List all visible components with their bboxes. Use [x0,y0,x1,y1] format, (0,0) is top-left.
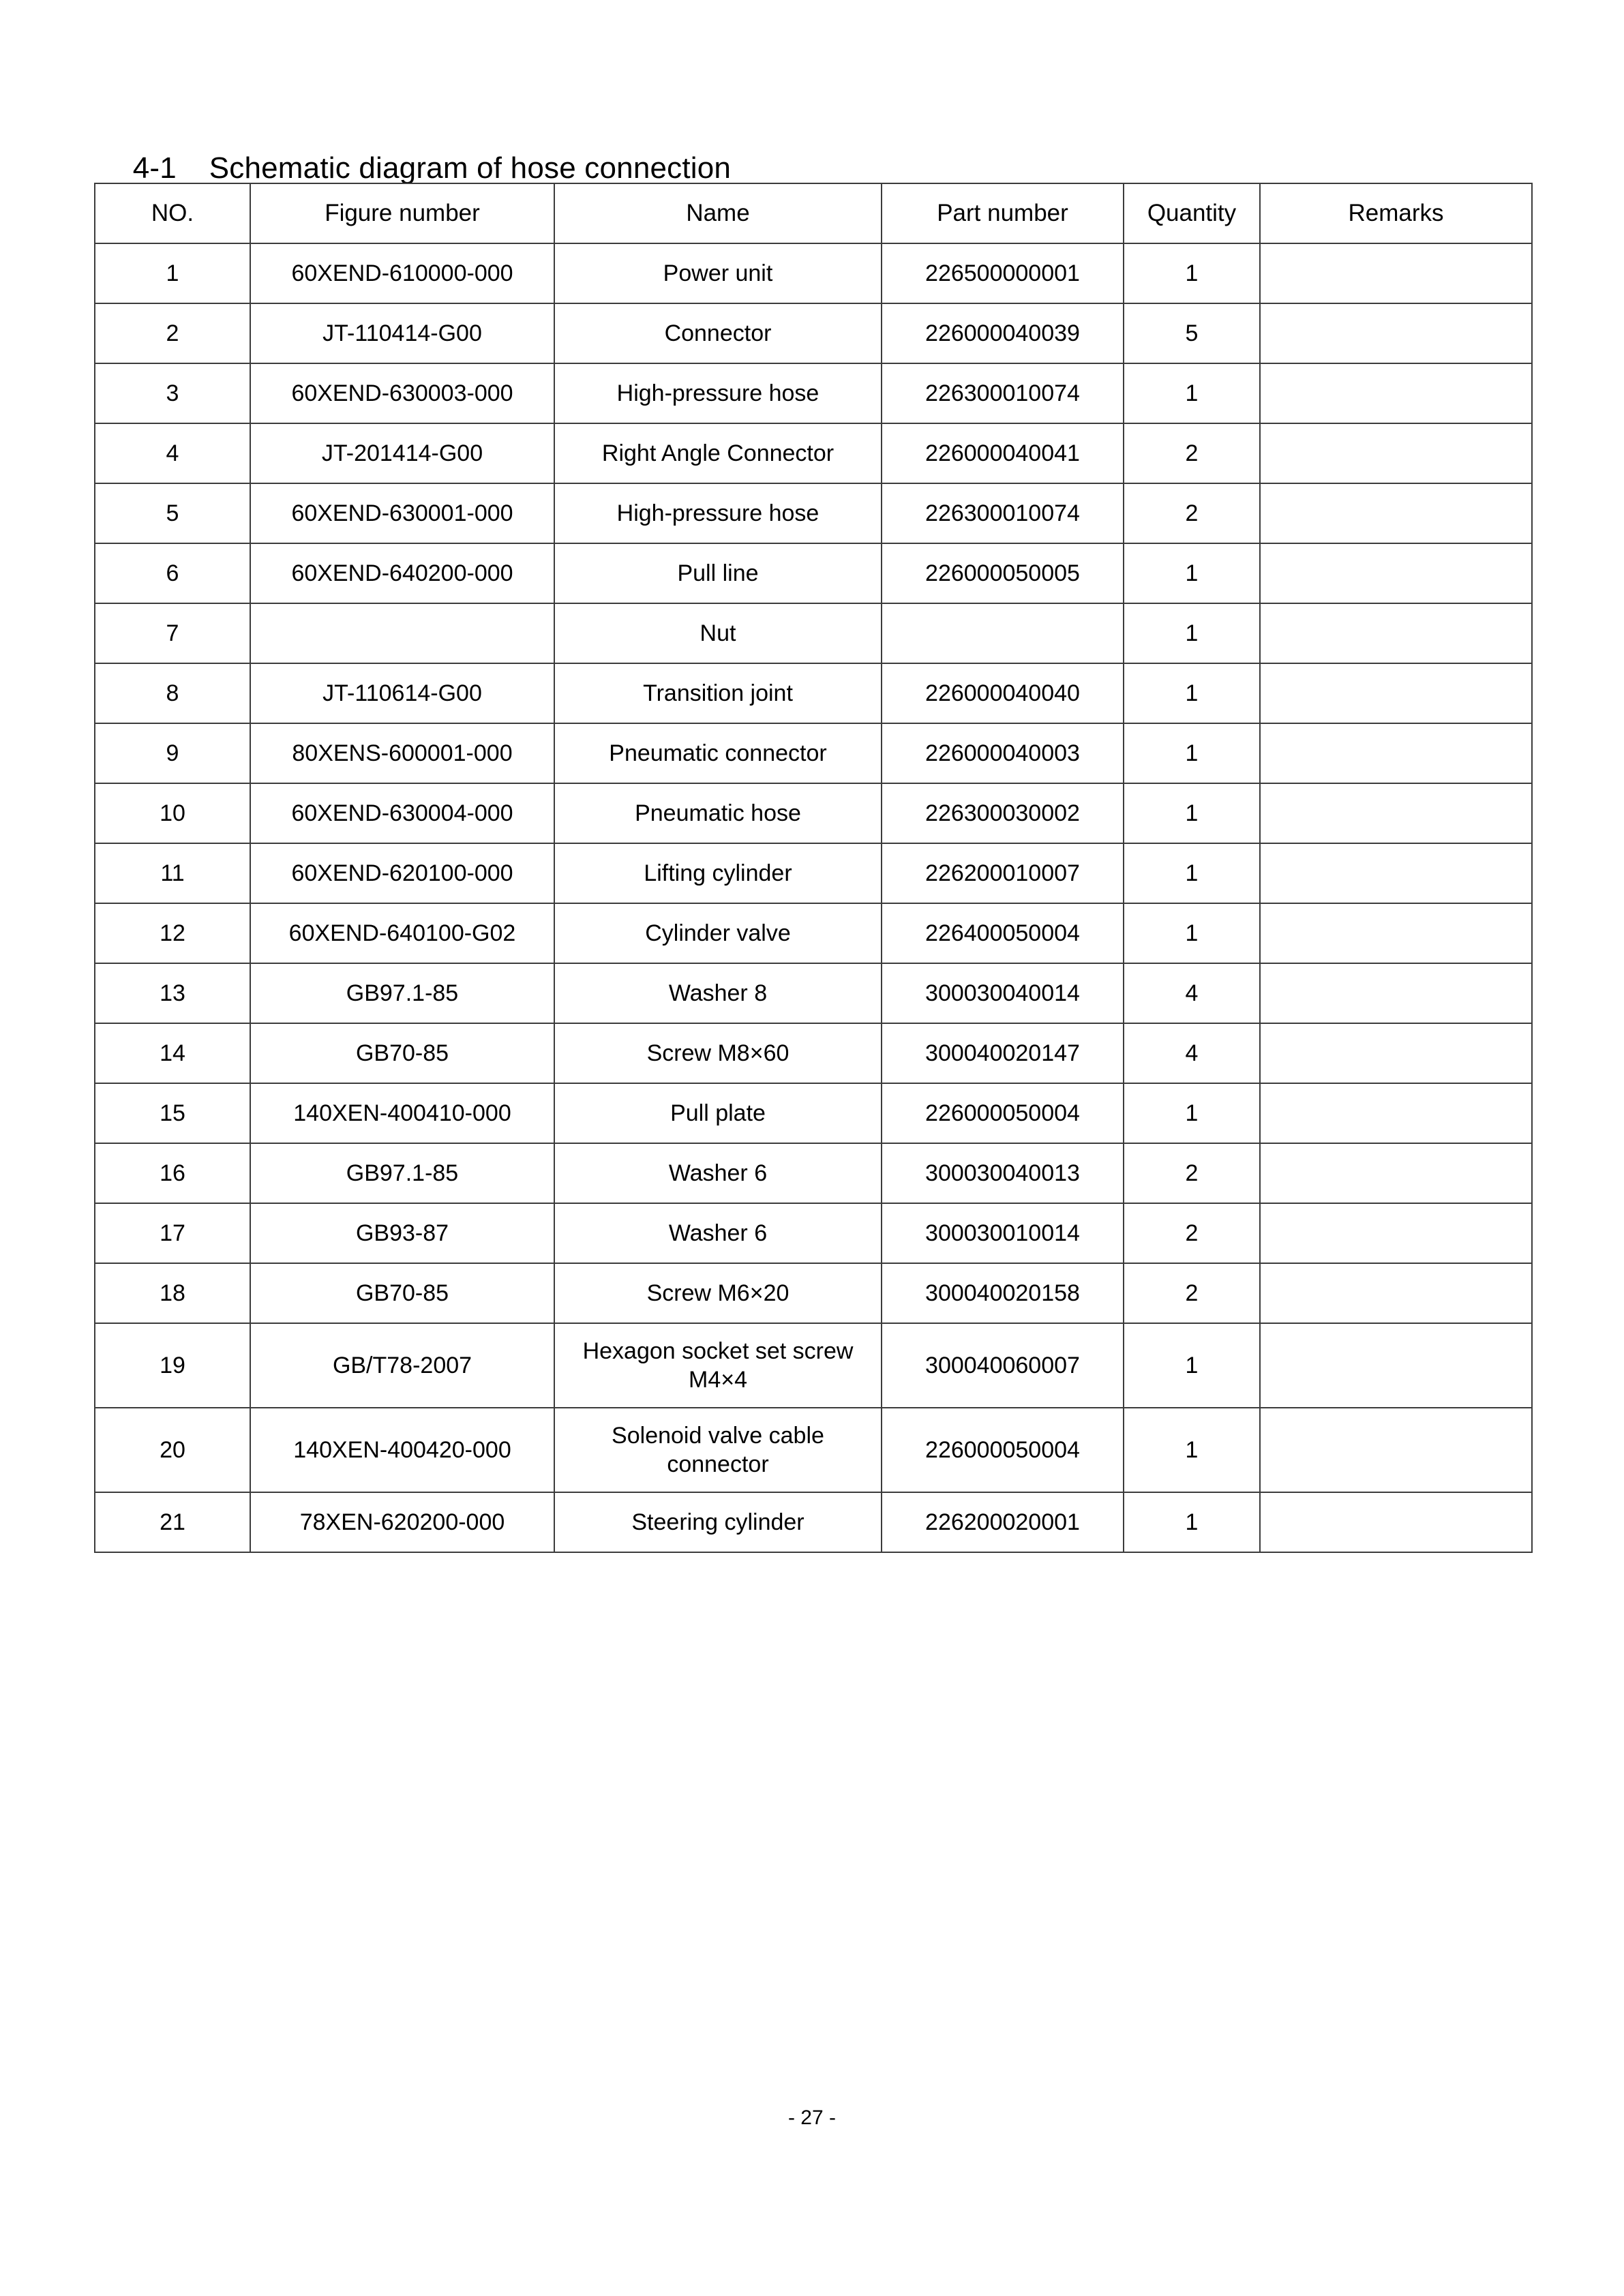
cell-figure-number: 80XENS-600001-000 [250,723,554,783]
table-row [95,1263,1532,1323]
cell-remarks [1260,603,1532,663]
cell-name: Power unit [554,243,882,303]
cell-no: 5 [95,483,250,543]
cell-name: Pull plate [554,1083,882,1143]
cell-part-number: 226000040041 [882,423,1124,483]
table-row [95,1203,1532,1263]
cell-no: 9 [95,723,250,783]
cell-quantity: 2 [1124,1203,1260,1263]
table-row [95,243,1532,303]
cell-part-number: 226400050004 [882,903,1124,963]
table-row [95,1083,1532,1143]
cell-figure-number: 60XEND-630003-000 [250,363,554,423]
cell-name: Steering cylinder [554,1492,882,1552]
cell-quantity: 1 [1124,543,1260,603]
cell-part-number: 226000050004 [882,1083,1124,1143]
cell-quantity: 1 [1124,1323,1260,1408]
cell-remarks [1260,1203,1532,1263]
cell-name: Cylinder valve [554,903,882,963]
cell-name: Solenoid valve cable connector [554,1408,882,1492]
cell-quantity: 1 [1124,243,1260,303]
cell-no: 18 [95,1263,250,1323]
cell-figure-number: 60XEND-630004-000 [250,783,554,843]
cell-no: 15 [95,1083,250,1143]
table-row [95,1492,1532,1552]
cell-figure-number: 60XEND-620100-000 [250,843,554,903]
cell-figure-number: GB97.1-85 [250,1143,554,1203]
table-row [95,663,1532,723]
cell-quantity: 1 [1124,1492,1260,1552]
cell-name: Nut [554,603,882,663]
column-header-no: NO. [95,183,250,243]
cell-name: Transition joint [554,663,882,723]
cell-remarks [1260,903,1532,963]
cell-name: Hexagon socket set screw M4×4 [554,1323,882,1408]
cell-part-number: 300040060007 [882,1323,1124,1408]
cell-figure-number: GB/T78-2007 [250,1323,554,1408]
table-row [95,483,1532,543]
cell-no: 4 [95,423,250,483]
cell-name: High-pressure hose [554,483,882,543]
table-row [95,603,1532,663]
cell-figure-number: GB93-87 [250,1203,554,1263]
table-row [95,783,1532,843]
cell-quantity: 1 [1124,663,1260,723]
parts-list-table [94,183,1533,1553]
cell-no: 8 [95,663,250,723]
cell-quantity: 1 [1124,1408,1260,1492]
cell-remarks [1260,963,1532,1023]
cell-name: High-pressure hose [554,363,882,423]
cell-part-number: 300040020147 [882,1023,1124,1083]
cell-part-number: 226300030002 [882,783,1124,843]
cell-quantity: 1 [1124,843,1260,903]
table-row [95,1408,1532,1492]
cell-part-number: 226200020001 [882,1492,1124,1552]
cell-part-number: 300030010014 [882,1203,1124,1263]
cell-remarks [1260,1323,1532,1408]
cell-quantity: 1 [1124,363,1260,423]
column-header-part: Part number [882,183,1124,243]
cell-remarks [1260,663,1532,723]
column-header-remarks: Remarks [1260,183,1532,243]
cell-no: 19 [95,1323,250,1408]
cell-part-number: 300030040013 [882,1143,1124,1203]
table-header-row [95,183,1532,243]
table-row [95,423,1532,483]
cell-figure-number: 78XEN-620200-000 [250,1492,554,1552]
cell-no: 13 [95,963,250,1023]
cell-figure-number: JT-110614-G00 [250,663,554,723]
cell-remarks [1260,1263,1532,1323]
cell-remarks [1260,543,1532,603]
column-header-figure: Figure number [250,183,554,243]
cell-name: Lifting cylinder [554,843,882,903]
cell-quantity: 2 [1124,1143,1260,1203]
cell-part-number: 300030040014 [882,963,1124,1023]
cell-quantity: 1 [1124,1083,1260,1143]
cell-no: 17 [95,1203,250,1263]
cell-part-number: 300040020158 [882,1263,1124,1323]
cell-name: Pneumatic connector [554,723,882,783]
cell-part-number: 226000040003 [882,723,1124,783]
cell-name: Pull line [554,543,882,603]
table-row [95,543,1532,603]
cell-part-number [882,603,1124,663]
table-row [95,1023,1532,1083]
cell-name: Right Angle Connector [554,423,882,483]
cell-figure-number: JT-110414-G00 [250,303,554,363]
cell-no: 21 [95,1492,250,1552]
cell-remarks [1260,1408,1532,1492]
cell-figure-number: GB70-85 [250,1263,554,1323]
cell-part-number: 226000040040 [882,663,1124,723]
cell-part-number: 226500000001 [882,243,1124,303]
cell-part-number: 226000050005 [882,543,1124,603]
cell-no: 11 [95,843,250,903]
cell-part-number: 226300010074 [882,363,1124,423]
cell-part-number: 226300010074 [882,483,1124,543]
cell-no: 7 [95,603,250,663]
cell-quantity: 2 [1124,1263,1260,1323]
cell-quantity: 1 [1124,903,1260,963]
cell-part-number: 226000040039 [882,303,1124,363]
table-row [95,363,1532,423]
table-row [95,903,1532,963]
cell-remarks [1260,1492,1532,1552]
cell-remarks [1260,423,1532,483]
table-row [95,303,1532,363]
cell-remarks [1260,243,1532,303]
table-header [95,183,1532,243]
cell-no: 20 [95,1408,250,1492]
cell-remarks [1260,1083,1532,1143]
cell-figure-number: 140XEN-400410-000 [250,1083,554,1143]
cell-name: Washer 6 [554,1203,882,1263]
table-body [95,243,1532,1552]
cell-quantity: 1 [1124,783,1260,843]
cell-no: 14 [95,1023,250,1083]
cell-name: Screw M6×20 [554,1263,882,1323]
cell-quantity: 1 [1124,603,1260,663]
cell-quantity: 2 [1124,483,1260,543]
column-header-quantity: Quantity [1124,183,1260,243]
cell-quantity: 4 [1124,1023,1260,1083]
table-row [95,1143,1532,1203]
cell-no: 3 [95,363,250,423]
table-row [95,843,1532,903]
cell-remarks [1260,843,1532,903]
column-header-name: Name [554,183,882,243]
cell-figure-number: 60XEND-630001-000 [250,483,554,543]
cell-name: Pneumatic hose [554,783,882,843]
cell-remarks [1260,723,1532,783]
cell-part-number: 226200010007 [882,843,1124,903]
cell-quantity: 4 [1124,963,1260,1023]
cell-name: Washer 6 [554,1143,882,1203]
cell-no: 16 [95,1143,250,1203]
cell-no: 2 [95,303,250,363]
cell-name: Washer 8 [554,963,882,1023]
cell-no: 6 [95,543,250,603]
cell-figure-number [250,603,554,663]
page-number-footer: - 27 - [787,2106,837,2129]
cell-figure-number: GB97.1-85 [250,963,554,1023]
cell-figure-number: 140XEN-400420-000 [250,1408,554,1492]
section-title: Schematic diagram of hose connection [209,151,732,185]
table-row [95,723,1532,783]
table-row [95,963,1532,1023]
cell-remarks [1260,363,1532,423]
cell-remarks [1260,783,1532,843]
section-number: 4-1 [132,151,177,185]
cell-quantity: 5 [1124,303,1260,363]
cell-figure-number: JT-201414-G00 [250,423,554,483]
cell-quantity: 2 [1124,423,1260,483]
table-row [95,1323,1532,1408]
cell-no: 12 [95,903,250,963]
cell-quantity: 1 [1124,723,1260,783]
cell-no: 1 [95,243,250,303]
cell-remarks [1260,1143,1532,1203]
cell-remarks [1260,303,1532,363]
cell-part-number: 226000050004 [882,1408,1124,1492]
cell-figure-number: 60XEND-640100-G02 [250,903,554,963]
cell-figure-number: GB70-85 [250,1023,554,1083]
cell-no: 10 [95,783,250,843]
cell-remarks [1260,483,1532,543]
cell-figure-number: 60XEND-610000-000 [250,243,554,303]
cell-figure-number: 60XEND-640200-000 [250,543,554,603]
cell-name: Screw M8×60 [554,1023,882,1083]
cell-remarks [1260,1023,1532,1083]
cell-name: Connector [554,303,882,363]
